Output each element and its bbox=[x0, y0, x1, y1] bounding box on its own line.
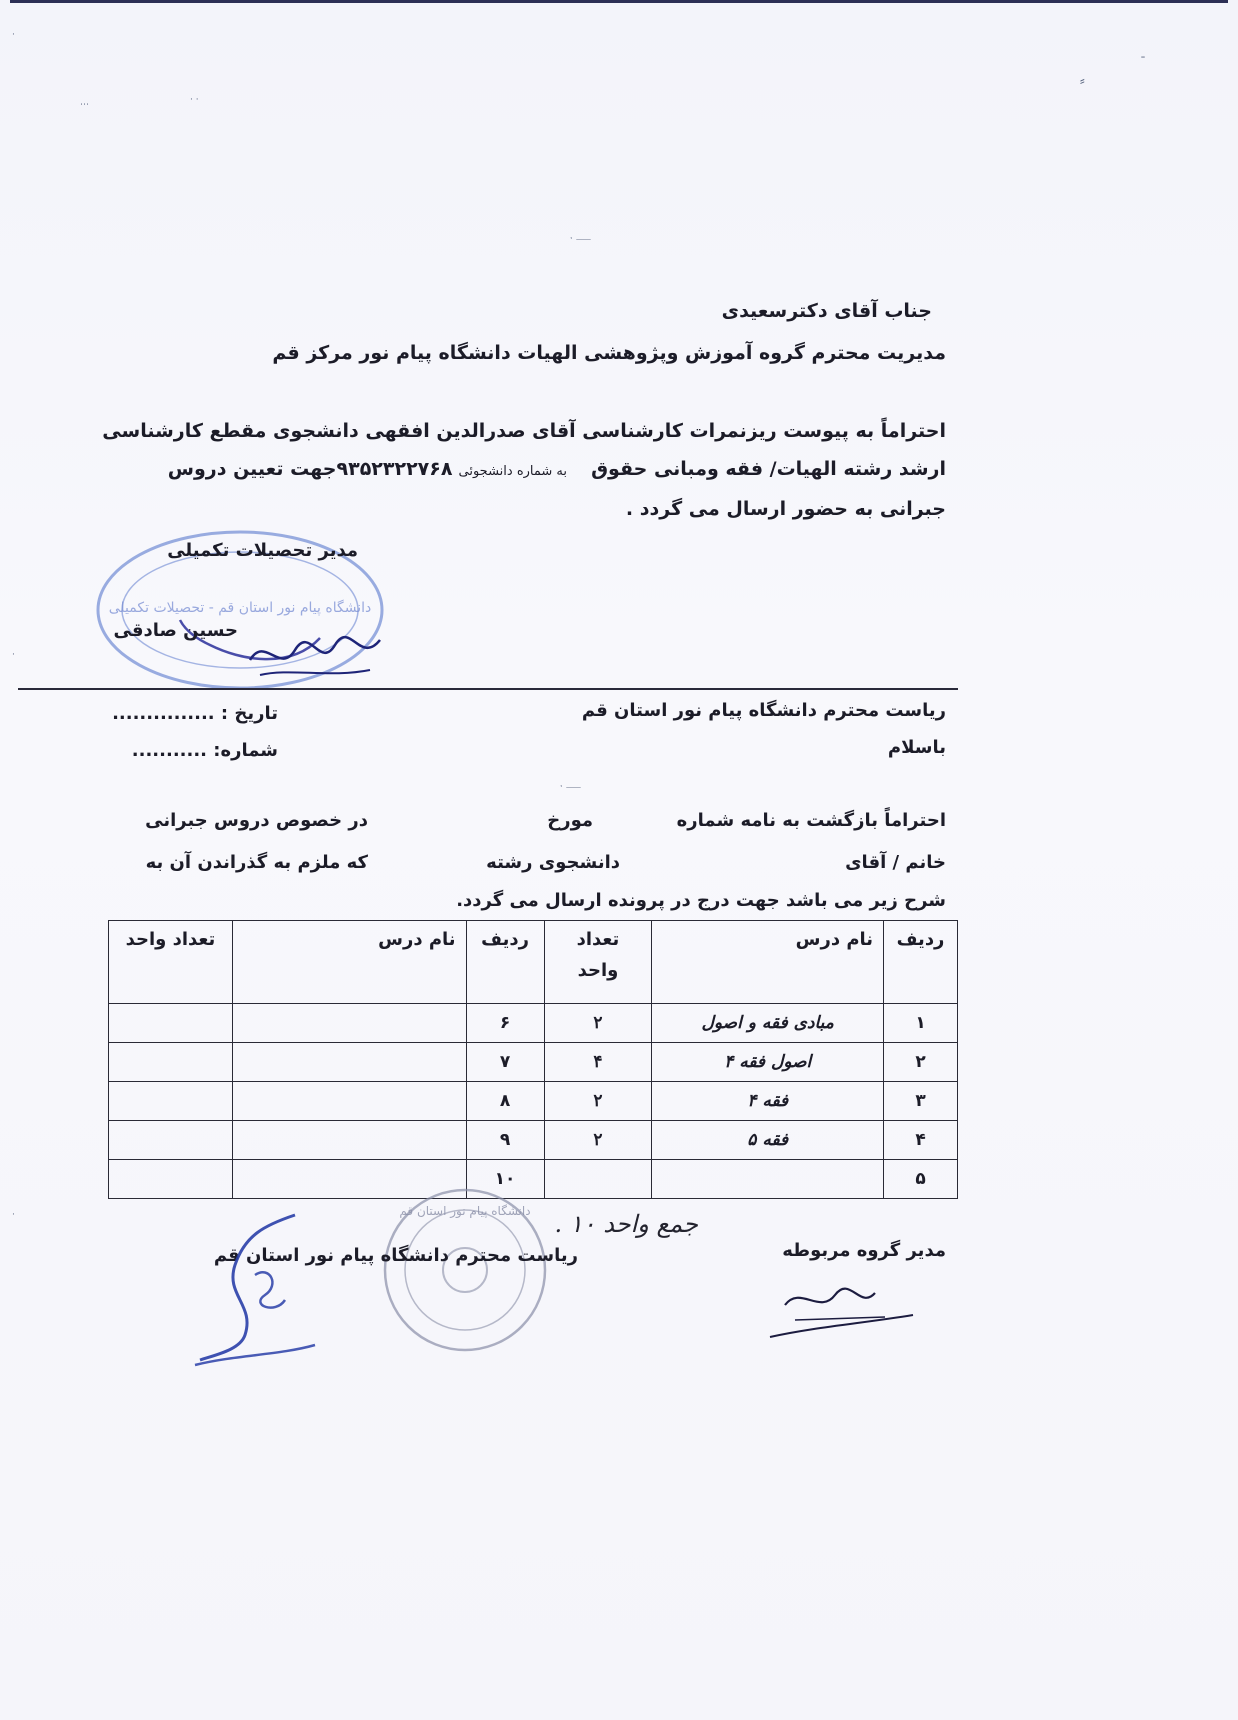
course-units bbox=[544, 1160, 652, 1199]
course-name: اصول فقه ۴ bbox=[652, 1043, 884, 1082]
row-number: ۱ bbox=[884, 1004, 958, 1043]
signature-scribble bbox=[240, 620, 390, 690]
president-signature bbox=[185, 1205, 325, 1375]
body-line-1: احتراماً به پیوست ریزنمرات کارشناسی آقای صدرالدین افقهی دانشجوی مقطع کارشناسی bbox=[102, 420, 946, 442]
group-manager-signature bbox=[765, 1275, 915, 1345]
university-stamp-text: دانشگاه پیام نور استان قم bbox=[399, 1204, 531, 1218]
course-name-left bbox=[232, 1121, 466, 1160]
stamp-text: دانشگاه پیام نور استان قم - تحصیلات تکمیلی bbox=[108, 600, 372, 616]
presidency-label: ریاست محترم دانشگاه پیام نور استان قم bbox=[213, 1245, 578, 1266]
top-edge-line bbox=[10, 0, 1228, 3]
body-line-2-major: ارشد رشته الهیات/ فقه ومبانی حقوق bbox=[591, 458, 946, 480]
table-row bbox=[109, 1043, 958, 1082]
table-row bbox=[109, 1082, 958, 1121]
reply-addressee: ریاست محترم دانشگاه پیام نور استان قم bbox=[581, 700, 946, 721]
section-divider bbox=[18, 688, 958, 690]
header-units-left: تعداد واحد bbox=[109, 921, 233, 1004]
row-number-left: ۱۰ bbox=[466, 1160, 544, 1199]
course-units: ۴ bbox=[544, 1043, 652, 1082]
course-units-left bbox=[109, 1004, 233, 1043]
compensatory-courses-table bbox=[108, 920, 958, 1199]
scan-speck: · bbox=[12, 30, 15, 40]
reply-greeting: باسلام bbox=[887, 737, 946, 758]
table-row bbox=[109, 1004, 958, 1043]
body-line-2-student-number: ۹۳۵۲۳۲۲۷۶۸جهت تعیین دروس bbox=[167, 458, 453, 480]
signer-name: حسین صادقی bbox=[113, 620, 238, 641]
course-name: فقه ۴ bbox=[652, 1082, 884, 1121]
signer-title: مدیر تحصیلات تکمیلی bbox=[167, 540, 358, 561]
row-number-left: ۸ bbox=[466, 1082, 544, 1121]
date-label: تاریخ : ............... bbox=[112, 703, 278, 724]
reply-line-2-a: خانم / آقای bbox=[845, 852, 946, 873]
header-name-right: نام درس bbox=[652, 921, 884, 1004]
header-row-right: ردیف bbox=[884, 921, 958, 1004]
group-manager-label: مدیر گروه مربوطه bbox=[782, 1240, 946, 1261]
row-number-left: ۷ bbox=[466, 1043, 544, 1082]
header-units-right-1: تعداد bbox=[576, 929, 620, 950]
scan-speck: ˉ bbox=[1140, 55, 1146, 69]
scan-speck: ⋯ bbox=[80, 100, 89, 110]
total-units-note: جمع واحد ۱۰ . bbox=[554, 1210, 698, 1238]
university-round-stamp bbox=[380, 1185, 550, 1355]
recipient-line: مدیریت محترم گروه آموزش وپژوهشی الهیات دانشگاه پیام نور مرکز قم bbox=[272, 342, 946, 364]
reply-line-2-c: که ملزم به گذراندن آن به bbox=[145, 852, 368, 873]
course-units: ۲ bbox=[544, 1082, 652, 1121]
salutation: جناب آقای دکترسعیدی bbox=[721, 300, 932, 322]
body-line-2-student-label: به شماره دانشجوئی bbox=[458, 464, 568, 479]
course-name bbox=[652, 1160, 884, 1199]
course-units-left bbox=[109, 1121, 233, 1160]
header-row-left: ردیف bbox=[466, 921, 544, 1004]
row-number: ۴ bbox=[884, 1121, 958, 1160]
scan-speck: ˑ ⸺ bbox=[560, 783, 582, 793]
course-units-left bbox=[109, 1160, 233, 1199]
header-name-left: نام درس bbox=[232, 921, 466, 1004]
header-units-right-2: واحد bbox=[577, 960, 619, 981]
course-name-left bbox=[232, 1004, 466, 1043]
row-number: ۵ bbox=[884, 1160, 958, 1199]
scan-speck: · bbox=[12, 650, 15, 660]
row-number: ۳ bbox=[884, 1082, 958, 1121]
course-units: ۲ bbox=[544, 1004, 652, 1043]
body-line-3: جبرانی به حضور ارسال می گردد . bbox=[625, 498, 946, 520]
header-units-right bbox=[544, 921, 652, 1004]
scan-speck: ˑ ⸺ bbox=[570, 235, 592, 245]
reply-line-1-b: مورخ bbox=[547, 810, 593, 831]
body-line-2 bbox=[168, 458, 946, 480]
reply-line-3: شرح زیر می باشد جهت درج در پرونده ارسال می گردد. bbox=[456, 890, 946, 911]
course-name: فقه ۵ bbox=[652, 1121, 884, 1160]
scan-speck: · · bbox=[190, 95, 199, 105]
course-units: ۲ bbox=[544, 1121, 652, 1160]
row-number: ۲ bbox=[884, 1043, 958, 1082]
reply-line-1-a: احتراماً بازگشت به نامه شماره bbox=[676, 810, 946, 831]
reply-line-1-c: در خصوص دروس جبرانی bbox=[145, 810, 368, 831]
row-number-left: ۹ bbox=[466, 1121, 544, 1160]
row-number-left: ۶ bbox=[466, 1004, 544, 1043]
course-name-left bbox=[232, 1082, 466, 1121]
number-label: شماره: ........... bbox=[131, 740, 278, 761]
course-name: مبادی فقه و اصول bbox=[652, 1004, 884, 1043]
scan-speck: ⸗ bbox=[1080, 73, 1085, 89]
course-units-left bbox=[109, 1082, 233, 1121]
table-header-row bbox=[109, 921, 958, 1004]
reply-line-2-b: دانشجوی رشته bbox=[486, 852, 620, 873]
course-name-left bbox=[232, 1043, 466, 1082]
scan-speck: · bbox=[12, 1210, 15, 1220]
course-units-left bbox=[109, 1043, 233, 1082]
table-row bbox=[109, 1121, 958, 1160]
